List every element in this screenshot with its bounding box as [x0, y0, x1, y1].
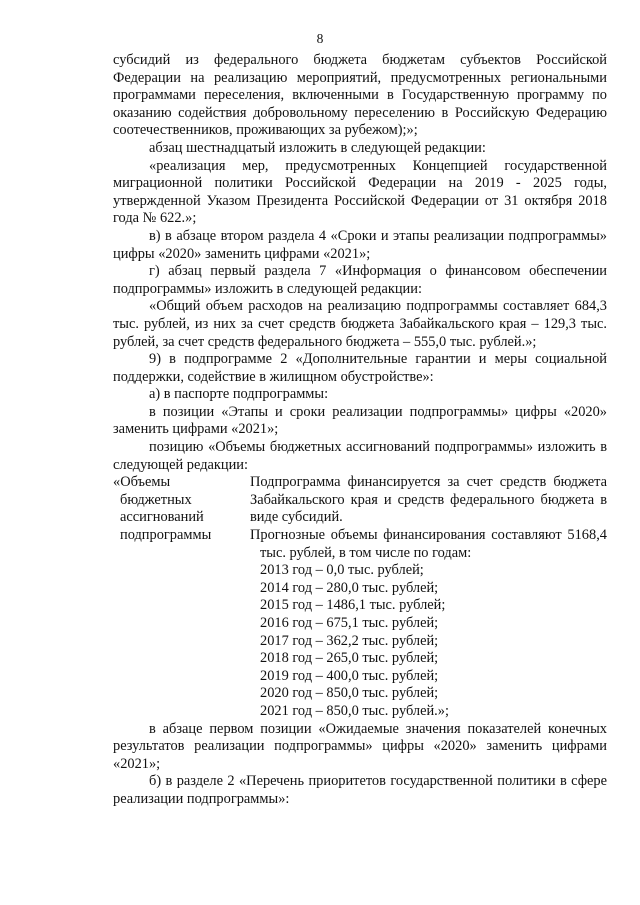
- passport-intro: Подпрограмма финансируется за счет средств бюджета Забайкальского края и средств федерального бюджета в виде субсидий.: [250, 474, 607, 526]
- year-line: 2020 год – 850,0 тыс. рублей;: [260, 685, 439, 702]
- passport-label-line: ассигнований: [120, 509, 204, 526]
- paragraph: абзац шестнадцатый изложить в следующей редакции:: [149, 139, 486, 156]
- paragraph: «Общий объем расходов на реализацию подпрограммы составляет 684,3 тыс. рублей, из них за счет средств бюджета Забайкальского края – 129,3 тыс. рублей, за счет средств федерального бюджета – 555,0 тыс. рублей.»;: [113, 298, 607, 350]
- year-line: 2021 год – 850,0 тыс. рублей.»;: [260, 702, 449, 719]
- paragraph: субсидий из федерального бюджета бюджетам субъектов Российской Федерации на реализацию мероприятий, предусмотренных региональными программами переселения, включенными в Государственную программу по оказанию содействия добровольному переселению в Российскую Федерацию соотечественников, проживающих за рубежом);»;: [113, 52, 607, 139]
- paragraph: в) в абзаце втором раздела 4 «Сроки и этапы реализации подпрограммы» цифры «2020» заменить цифрами «2021»;: [113, 227, 607, 262]
- passport-forecast: Прогнозные объемы финансирования составляют 5168,4 тыс. рублей, в том числе по годам:: [250, 527, 607, 561]
- year-line: 2014 год – 280,0 тыс. рублей;: [260, 579, 439, 596]
- year-line: 2013 год – 0,0 тыс. рублей;: [260, 562, 424, 579]
- paragraph: а) в паспорте подпрограммы:: [149, 386, 329, 403]
- paragraph: в абзаце первом позиции «Ожидаемые значения показателей конечных результатов реализации подпрограммы» цифры «2020» заменить цифрами «2021»;: [113, 720, 607, 772]
- passport-value-cell: [250, 474, 607, 720]
- paragraph: в позиции «Этапы и сроки реализации подпрограммы» цифры «2020» заменить цифрами «2021»;: [113, 403, 607, 438]
- page-number: 8: [316, 31, 324, 46]
- year-line: 2017 год – 362,2 тыс. рублей;: [260, 632, 439, 649]
- year-line: 2016 год – 675,1 тыс. рублей;: [260, 615, 439, 631]
- document-body: [113, 52, 607, 809]
- passport-label-line: «Объемы: [113, 474, 171, 491]
- paragraph: 9) в подпрограмме 2 «Дополнительные гарантии и меры социальной поддержки, содействие в жилищном обустройстве»:: [113, 351, 607, 385]
- passport-label-line: бюджетных: [120, 491, 192, 508]
- passport-table: [113, 474, 607, 720]
- year-line: 2018 год – 265,0 тыс. рублей;: [260, 650, 439, 667]
- paragraph: позицию «Объемы бюджетных ассигнований подпрограммы» изложить в следующей редакции:: [113, 439, 607, 473]
- year-line: 2015 год – 1486,1 тыс. рублей;: [260, 597, 446, 614]
- year-line: 2019 год – 400,0 тыс. рублей;: [260, 667, 439, 684]
- paragraph: б) в разделе 2 «Перечень приоритетов государственной политики в сфере реализации подпрограммы»:: [113, 773, 607, 807]
- paragraph: г) абзац первый раздела 7 «Информация о финансовом обеспечении подпрограммы» изложить в следующей редакции:: [113, 263, 607, 297]
- passport-label-cell: [113, 474, 250, 720]
- passport-label-line: подпрограммы: [120, 527, 212, 544]
- paragraph: «реализация мер, предусмотренных Концепцией государственной миграционной политики Российской Федерации на 2019 - 2025 годы, утвержденной Указом Президента Российской Федерации от 31 октября 2018 года № 622.»;: [113, 157, 607, 227]
